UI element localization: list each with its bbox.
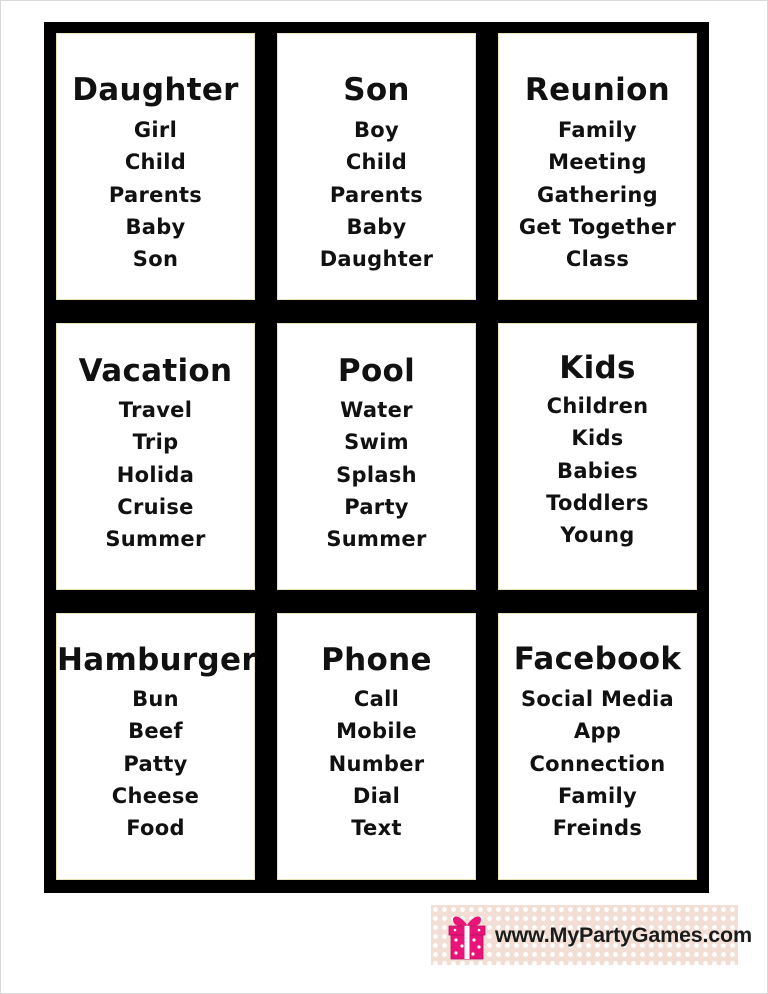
forbidden-word: Number <box>328 751 425 776</box>
forbidden-word-list <box>278 394 475 555</box>
forbidden-word: Cruise <box>117 494 194 519</box>
card-title: Facebook <box>513 641 682 677</box>
card-vacation <box>56 323 255 590</box>
forbidden-word: Family <box>557 118 638 142</box>
forbidden-word: App <box>573 719 622 744</box>
card-title: Hamburger <box>57 642 257 678</box>
card-phone <box>277 613 476 880</box>
forbidden-word: Toddlers <box>546 490 649 515</box>
forbidden-word: Swim <box>344 430 409 455</box>
card-facebook <box>498 613 697 880</box>
forbidden-word-list <box>499 390 696 551</box>
card-title: Phone <box>321 642 432 678</box>
forbidden-word: Call <box>353 687 400 711</box>
forbidden-word: Son <box>132 247 179 272</box>
forbidden-word: Family <box>557 783 638 808</box>
forbidden-word: Water <box>340 398 413 422</box>
forbidden-word: Children <box>546 394 649 418</box>
card-kids <box>498 323 697 590</box>
card-title: Son <box>343 72 410 108</box>
forbidden-word-list <box>57 394 254 555</box>
forbidden-word: Holida <box>116 462 195 487</box>
taboo-card-sheet <box>44 22 709 893</box>
forbidden-word: Daughter <box>319 247 434 272</box>
forbidden-word: Girl <box>133 118 178 142</box>
forbidden-word: Meeting <box>548 150 647 175</box>
forbidden-word: Food <box>126 816 185 841</box>
forbidden-word: Dial <box>352 783 401 808</box>
forbidden-word: Mobile <box>336 719 417 744</box>
forbidden-word: Young <box>560 523 635 548</box>
forbidden-word: Party <box>344 494 409 519</box>
card-title: Kids <box>559 350 636 386</box>
forbidden-word: Parents <box>108 182 203 207</box>
forbidden-word: Babies <box>557 458 638 483</box>
website-logo-banner <box>431 905 752 965</box>
forbidden-word: Connection <box>529 751 666 776</box>
forbidden-word: Trip <box>132 430 179 455</box>
forbidden-word-list <box>57 683 254 844</box>
card-title: Daughter <box>72 72 239 108</box>
forbidden-word: Baby <box>346 214 407 239</box>
forbidden-word-list <box>499 114 696 275</box>
forbidden-word: Summer <box>105 527 206 552</box>
card-son <box>277 33 476 300</box>
forbidden-word: Splash <box>336 462 417 487</box>
card-title: Reunion <box>524 72 671 108</box>
forbidden-word: Parents <box>329 182 424 207</box>
card-hamburger <box>56 613 255 880</box>
card-pool <box>277 323 476 590</box>
forbidden-word: Social Media <box>520 687 675 711</box>
forbidden-word-list <box>499 683 696 844</box>
card-reunion <box>498 33 697 300</box>
forbidden-word-list <box>57 114 254 275</box>
forbidden-word: Kids <box>571 426 624 451</box>
forbidden-word: Bun <box>132 687 179 711</box>
forbidden-word: Cheese <box>111 783 200 808</box>
forbidden-word: Travel <box>118 398 193 422</box>
forbidden-word: Get Together <box>518 214 677 239</box>
forbidden-word: Baby <box>125 214 186 239</box>
card-daughter <box>56 33 255 300</box>
card-title: Pool <box>337 353 416 389</box>
card-title: Vacation <box>78 353 233 389</box>
forbidden-word: Class <box>565 247 630 272</box>
forbidden-word: Child <box>345 150 408 175</box>
gift-box-icon <box>441 909 493 963</box>
forbidden-word-list <box>278 114 475 275</box>
forbidden-word: Summer <box>326 527 427 552</box>
forbidden-word: Patty <box>123 751 188 776</box>
website-url[interactable]: www.MyPartyGames.com <box>495 923 752 947</box>
forbidden-word-list <box>278 683 475 844</box>
forbidden-word: Child <box>124 150 187 175</box>
forbidden-word: Gathering <box>537 182 658 207</box>
forbidden-word: Freinds <box>552 816 643 841</box>
forbidden-word: Text <box>351 816 402 841</box>
forbidden-word: Boy <box>353 118 400 142</box>
forbidden-word: Beef <box>128 719 183 744</box>
